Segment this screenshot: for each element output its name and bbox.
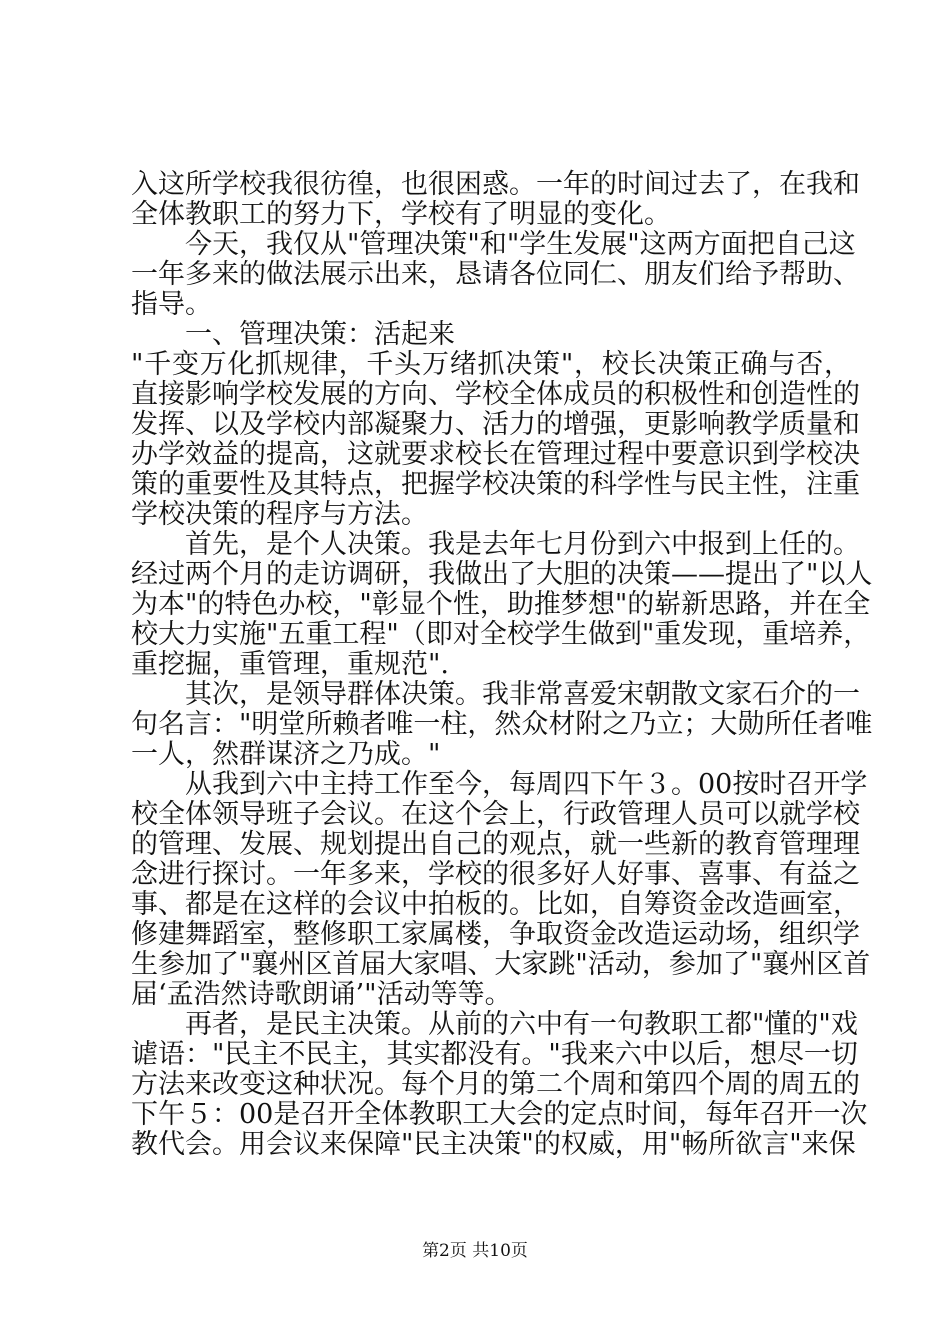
text-line: 一人，然群谋济之乃成。"	[131, 739, 441, 770]
text-line: 事、都是在这样的会议中拍板的。比如，自筹资金改造画室，	[131, 889, 860, 920]
text-line: 届‘孟浩然诗歌朗诵’"活动等等。	[131, 979, 512, 1010]
text-line: 一年多来的做法展示出来，恳请各位同仁、朋友们给予帮助、	[131, 259, 860, 290]
text-line: 教代会。用会议来保障"民主决策"的权威，用"畅所欲言"来保	[131, 1129, 856, 1160]
text-line: 策的重要性及其特点，把握学校决策的科学性与民主性，注重	[131, 469, 860, 500]
text-line: 谑语："民主不民主，其实都没有。"我来六中以后，想尽一切	[131, 1039, 858, 1070]
text-line: 经过两个月的走访调研，我做出了大胆的决策——提出了"以人	[131, 559, 873, 590]
text-line: 指导。	[131, 289, 212, 320]
text-line: 念进行探讨。一年多来，学校的很多好人好事、喜事、有益之	[131, 859, 860, 890]
page-footer: 第2页 共10页	[422, 1241, 528, 1261]
text-line: 全体教职工的努力下，学校有了明显的变化。	[131, 199, 671, 230]
text-line: 方法来改变这种状况。每个月的第二个周和第四个周的周五的	[131, 1069, 860, 1100]
text-line: 办学效益的提高，这就要求校长在管理过程中要意识到学校决	[131, 439, 860, 470]
text-line: 的管理、发展、规划提出自己的观点，就一些新的教育管理理	[131, 829, 860, 860]
text-line: 一、管理决策：活起来	[185, 319, 455, 350]
document-body	[131, 169, 873, 1160]
text-line: 直接影响学校发展的方向、学校全体成员的积极性和创造性的	[131, 379, 860, 410]
text-line: 学校决策的程序与方法。	[131, 499, 428, 530]
text-line: 修建舞蹈室，整修职工家属楼，争取资金改造运动场，组织学	[131, 919, 860, 950]
text-line: 重挖掘，重管理，重规范".	[131, 649, 450, 680]
text-line: 首先，是个人决策。我是去年七月份到六中报到上任的。	[185, 529, 860, 560]
text-line: 入这所学校我很彷徨，也很困惑。一年的时间过去了，在我和	[131, 169, 860, 200]
text-line: 下午５：00是召开全体教职工大会的定点时间，每年召开一次	[131, 1099, 868, 1130]
text-line: 校全体领导班子会议。在这个会上，行政管理人员可以就学校	[131, 799, 860, 830]
text-line: 为本"的特色办校，"彰显个性，助推梦想"的崭新思路，并在全	[131, 589, 871, 620]
text-line: 生参加了"襄州区首届大家唱、大家跳"活动，参加了"襄州区首	[131, 949, 871, 980]
text-line: 发挥、以及学校内部凝聚力、活力的增强，更影响教学质量和	[131, 409, 860, 440]
text-line: 句名言："明堂所赖者唯一柱，然众材附之乃立；大勋所任者唯	[131, 709, 873, 740]
text-line: 再者，是民主决策。从前的六中有一句教职工都"懂的"戏	[185, 1009, 858, 1040]
text-line: 其次，是领导群体决策。我非常喜爱宋朝散文家石介的一	[185, 679, 860, 710]
text-line: "千变万化抓规律，千头万绪抓决策"，校长决策正确与否，	[131, 349, 851, 380]
text-line: 从我到六中主持工作至今，每周四下午３。00按时召开学	[185, 769, 868, 800]
text-line: 校大力实施"五重工程"（即对全校学生做到"重发现，重培养，	[131, 619, 871, 650]
text-line: 今天，我仅从"管理决策"和"学生发展"这两方面把自己这	[185, 229, 856, 260]
